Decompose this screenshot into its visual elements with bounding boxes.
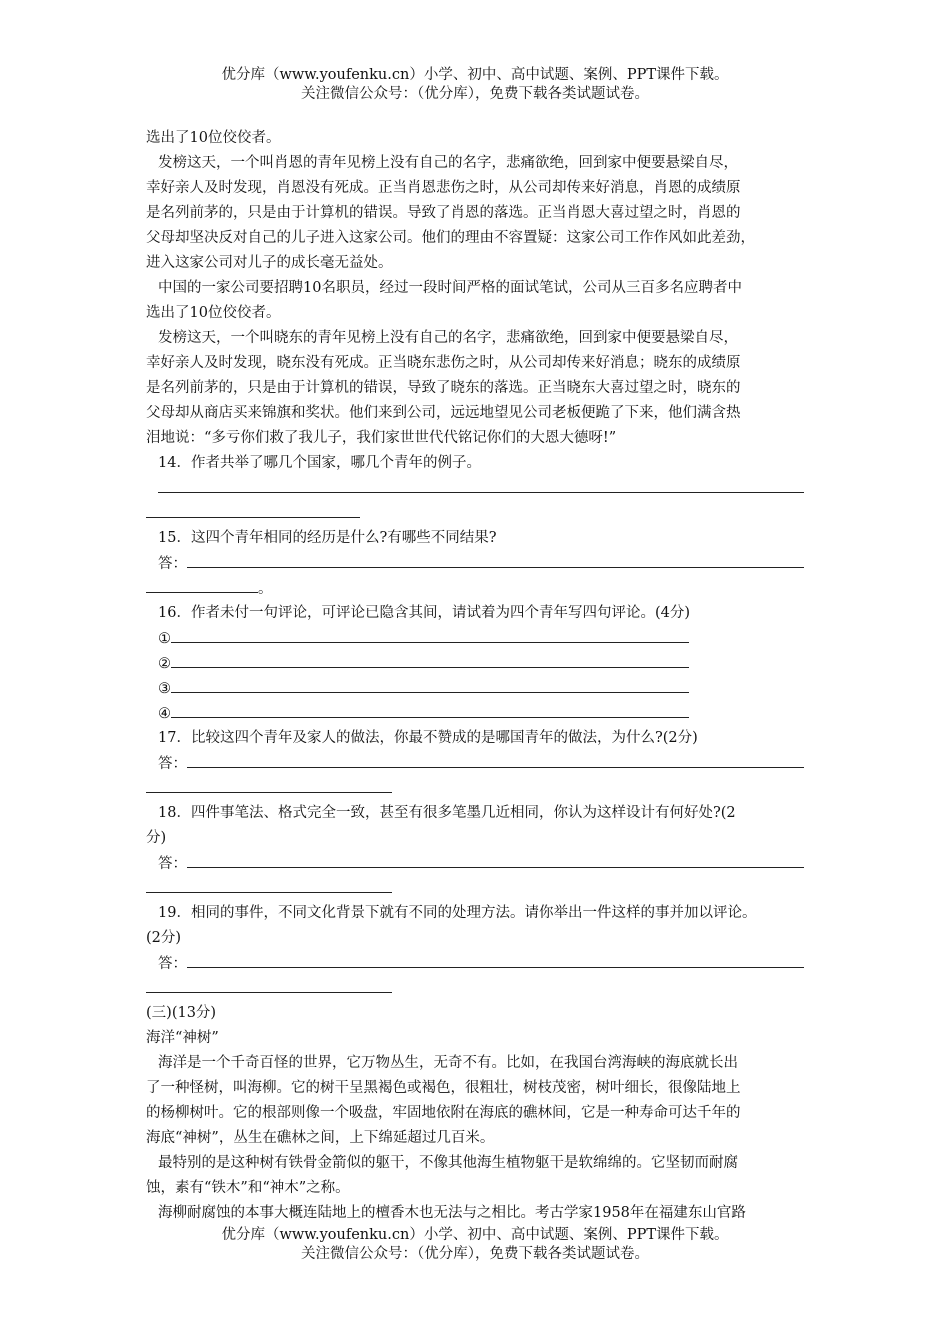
comment-blank[interactable] — [171, 626, 689, 643]
text-line: 海洋是一个千奇百怪的世界，它万物丛生，无奇不有。比如，在我国台湾海峡的海底就长出 — [158, 1055, 738, 1071]
header-line-2: 关注微信公众号：（优分库），免费下载各类试题试卷。 — [301, 86, 649, 102]
answer-line[interactable] — [146, 476, 812, 501]
question-18-cont: 分) — [146, 830, 167, 846]
answer-line[interactable] — [146, 776, 812, 801]
answer-label: 答： — [158, 756, 187, 772]
text-line: 蚀，素有“铁木”和“神木”之称。 — [146, 1180, 350, 1196]
answer-blank[interactable] — [146, 576, 258, 593]
answer-row — [146, 951, 812, 976]
text-line: 最特别的是这种树有铁骨金箭似的躯干，不像其他海生植物躯干是软绵绵的。它坚韧而耐腐 — [158, 1155, 738, 1171]
answer-end-mark: 。 — [258, 581, 273, 597]
answer-line[interactable] — [146, 876, 812, 901]
comment-row — [146, 651, 812, 676]
text-line: 了一种怪树，叫海柳。它的树干呈黑褐色或褐色，很粗壮，树枝茂密，树叶细长，很像陆地上 — [146, 1080, 741, 1096]
question-19: 19．相同的事件，不同文化背景下就有不同的处理方法。请你举出一件这样的事并加以评论。 — [158, 905, 757, 921]
question-17: 17．比较这四个青年及家人的做法，你最不赞成的是哪国青年的做法，为什么?(2分) — [158, 730, 698, 746]
section-heading: (三)(13分) — [146, 1005, 217, 1021]
answer-label: 答： — [158, 856, 187, 872]
text-line: 泪地说：“多亏你们救了我儿子，我们家世世代代铭记你们的大恩大德呀!” — [146, 430, 617, 446]
question-15: 15．这四个青年相同的经历是什么?有哪些不同结果? — [158, 530, 497, 546]
text-line: 是名列前茅的，只是由于计算机的错误。导致了肖恩的落选。正当肖恩大喜过望之时，肖恩的 — [146, 205, 741, 221]
comment-blank[interactable] — [171, 676, 689, 693]
text-line: 是名列前茅的，只是由于计算机的错误，导致了晓东的落选。正当晓东大喜过望之时，晓东的 — [146, 380, 741, 396]
answer-row — [146, 576, 812, 601]
answer-line[interactable] — [146, 501, 812, 526]
comment-row — [146, 676, 812, 701]
text-line: 幸好亲人及时发现，晓东没有死成。正当晓东悲伤之时，从公司却传来好消息；晓东的成绩原 — [146, 355, 741, 371]
circled-number: ④ — [158, 706, 171, 722]
article-title: 海洋“神树” — [146, 1030, 219, 1046]
page-header — [0, 66, 950, 104]
text-line: 选出了10位佼佼者。 — [146, 130, 281, 146]
answer-row — [146, 751, 812, 776]
circled-number: ② — [158, 656, 171, 672]
answer-blank[interactable] — [187, 751, 804, 768]
answer-line[interactable] — [146, 976, 812, 1001]
text-line: 中国的一家公司要招聘10名职员，经过一段时间严格的面试笔试，公司从三百多名应聘者中 — [158, 280, 742, 296]
text-line: 的杨柳树叶。它的根部则像一个吸盘，牢固地依附在海底的礁林间，它是一种寿命可达千年的 — [146, 1105, 741, 1121]
answer-label: 答： — [158, 556, 187, 572]
question-19-cont: (2分) — [146, 930, 182, 946]
comment-blank[interactable] — [171, 701, 689, 718]
footer-line-1: 优分库（www.youfenku.cn）小学、初中、高中试题、案例、PPT课件下载。 — [221, 1227, 729, 1243]
answer-label: 答： — [158, 956, 187, 972]
text-line: 海柳耐腐蚀的本事大概连陆地上的檀香木也无法与之相比。考古学家1958年在福建东山官路 — [158, 1205, 746, 1221]
text-line: 进入这家公司对儿子的成长毫无益处。 — [146, 255, 393, 271]
circled-number: ① — [158, 631, 171, 647]
text-line: 父母却坚决反对自己的儿子进入这家公司。他们的理由不容置疑：这家公司工作作风如此差劲， — [146, 230, 755, 246]
text-line: 发榜这天，一个叫晓东的青年见榜上没有自己的名字，悲痛欲绝，回到家中便要悬梁自尽， — [158, 330, 738, 346]
comment-row — [146, 701, 812, 726]
answer-blank[interactable] — [187, 951, 804, 968]
page-footer — [0, 1226, 950, 1264]
comment-blank[interactable] — [171, 651, 689, 668]
document-body — [146, 126, 812, 1226]
answer-blank[interactable] — [187, 851, 804, 868]
text-line: 幸好亲人及时发现，肖恩没有死成。正当肖恩悲伤之时，从公司却传来好消息，肖恩的成绩原 — [146, 180, 741, 196]
question-16: 16．作者未付一句评论，可评论已隐含其间，请试着为四个青年写四句评论。(4分) — [158, 605, 690, 621]
text-line: 发榜这天，一个叫肖恩的青年见榜上没有自己的名字，悲痛欲绝，回到家中便要悬梁自尽， — [158, 155, 738, 171]
question-14: 14．作者共举了哪几个国家，哪几个青年的例子。 — [158, 455, 481, 471]
answer-row — [146, 551, 812, 576]
answer-row — [146, 851, 812, 876]
text-line: 海底“神树”，丛生在礁林之间，上下绵延超过几百米。 — [146, 1130, 495, 1146]
answer-blank[interactable] — [187, 551, 804, 568]
footer-line-2: 关注微信公众号：（优分库），免费下载各类试题试卷。 — [301, 1246, 649, 1262]
text-line: 选出了10位佼佼者。 — [146, 305, 281, 321]
header-line-1: 优分库（www.youfenku.cn）小学、初中、高中试题、案例、PPT课件下载。 — [221, 67, 729, 83]
comment-row — [146, 626, 812, 651]
text-line: 父母却从商店买来锦旗和奖状。他们来到公司，远远地望见公司老板便跪了下来，他们满含热 — [146, 405, 741, 421]
question-18: 18．四件事笔法、格式完全一致，甚至有很多笔墨几近相同，你认为这样设计有何好处?(2 — [158, 805, 736, 821]
circled-number: ③ — [158, 681, 171, 697]
